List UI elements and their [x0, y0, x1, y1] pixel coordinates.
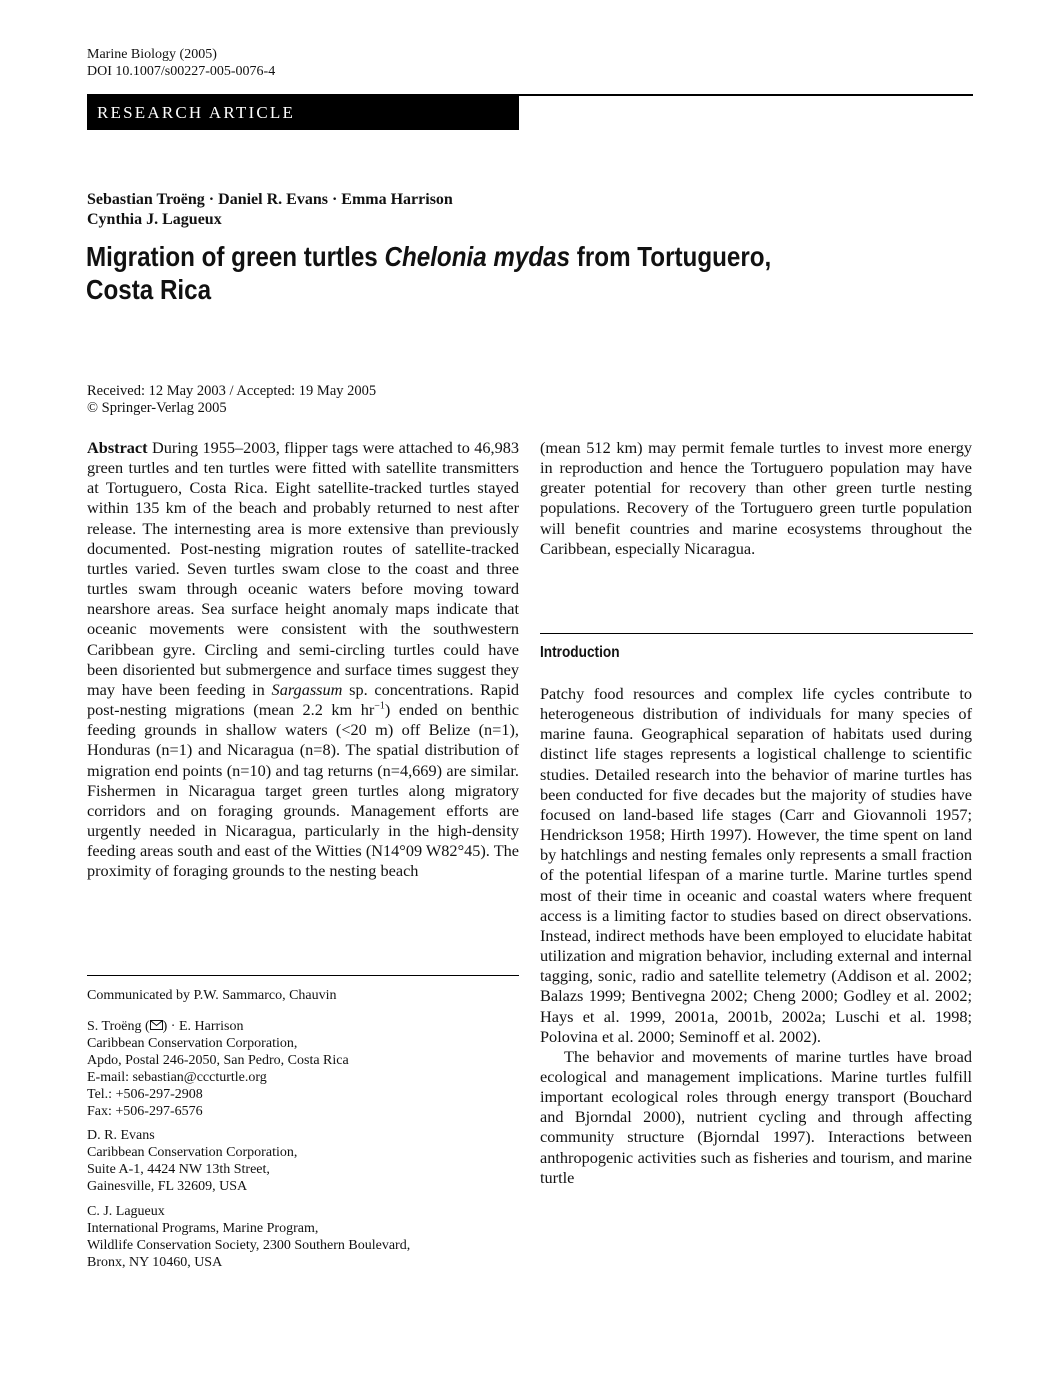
footnote-rule: [87, 975, 519, 976]
affiliation-line: Suite A-1, 4424 NW 13th Street,: [87, 1162, 270, 1177]
affiliation-troeng-names-b: ) · E. Harrison: [162, 1019, 244, 1034]
fax: Fax: +506-297-6576: [87, 1104, 203, 1119]
received-accepted: Received: 12 May 2003 / Accepted: 19 May 2005: [87, 383, 377, 399]
affiliation-line: Bronx, NY 10460, USA: [87, 1255, 223, 1270]
title-line-2: Costa Rica: [86, 274, 212, 305]
affiliation-line: Apdo, Postal 246-2050, San Pedro, Costa Rica: [87, 1053, 349, 1068]
abstract: [87, 438, 519, 881]
affiliation-troeng: [87, 1018, 349, 1120]
communicated-by: Communicated by P.W. Sammarco, Chauvin: [87, 988, 337, 1003]
affiliation-line: Caribbean Conservation Corporation,: [87, 1036, 298, 1051]
introduction-body: [540, 684, 972, 1188]
authors-line-2: Cynthia J. Lagueux: [87, 211, 222, 228]
abstract-superscript: −1: [374, 700, 385, 712]
affiliation-line: International Programs, Marine Program,: [87, 1221, 319, 1236]
journal-name: Marine Biology (2005): [87, 47, 217, 62]
abstract-text-c: ) ended on benthic feeding grounds in shallow waters (<20 m) off Belize (n=1), Honduras (n=1) and Nicaragua (n=8). The spatial distribution of migration end points (n=10) and tag returns (n=4,669) are similar. Fishermen in Nicaragua target green turtles along migratory corridors and on foraging grounds. Management efforts are urgently needed in Nicaragua, particularly in the high-density feeding areas south and east of the Witties (N14°09 W82°45). The proximity of foraging grounds to the nesting beach: [87, 700, 520, 881]
title-part-2: from Tortuguero,: [570, 241, 772, 272]
affiliation-lagueux-name: C. J. Lagueux: [87, 1204, 165, 1219]
article-title: [86, 240, 860, 306]
section-rule: [540, 633, 973, 634]
article-type-banner: RESEARCH ARTICLE: [87, 96, 519, 130]
author-list: [87, 190, 453, 230]
affiliation-line: Gainesville, FL 32609, USA: [87, 1179, 248, 1194]
abstract-text-a: During 1955–2003, flipper tags were attached to 46,983 green turtles and ten turtles were fitted with satellite transmitters at Tortuguero, Costa Rica. Eight satellite-tracked turtles stayed within 135 km of the beach and probably returned to nest after release. The internesting area is more extensive than previously documented. Post-nesting migration routes of satellite-tracked turtles varied. Seven turtles swam close to the coast and three turtles swam through oceanic waters before moving toward nearshore areas. Sea surface height anomaly maps indicate that oceanic movements were consistent with the southwestern Caribbean gyre. Circling and semi-circling turtles could have been disoriented but submergence and surface times suggest they may have been feeding in: [87, 438, 519, 699]
affiliation-evans-name: D. R. Evans: [87, 1128, 155, 1143]
introduction-paragraph-2: The behavior and movements of marine turtles have broad ecological and management implications. Marine turtles fulfill important ecological roles through energy transport (Bouchard and Bjorndal 2000), nutrient cycling and through affecting community structure (Bjorndal 1997). Interactions between anthropogenic activities such as fisheries and tourism, and marine turtle: [540, 1046, 972, 1187]
article-dates: [87, 383, 376, 417]
journal-header: [87, 46, 275, 80]
title-species: Chelonia mydas: [384, 241, 571, 272]
abstract-continued-text: (mean 512 km) may permit female turtles to invest more energy in reproduction and hence the Tortuguero population may have greater potential for recovery than other green turtle nesting populations. Recovery of the Tortuguero green turtle population will benefit countries and marine ecosystems throughout the Caribbean, especially Nicaragua.: [540, 438, 972, 558]
affiliation-line: Caribbean Conservation Corporation,: [87, 1145, 298, 1160]
envelope-icon: [150, 1020, 163, 1030]
affiliation-troeng-names-a: S. Troëng (: [87, 1019, 150, 1034]
affiliation-evans: [87, 1127, 297, 1195]
doi: DOI 10.1007/s00227-005-0076-4: [87, 64, 276, 79]
abstract-text-b: sp. concentrations. Rapid post-nesting migrations (mean 2.2 km hr: [87, 679, 519, 720]
abstract-continued: [540, 438, 972, 559]
affiliation-lagueux: [87, 1203, 410, 1271]
abstract-sargassum: Sargassum: [271, 679, 343, 699]
copyright: © Springer-Verlag 2005: [87, 400, 227, 416]
introduction-heading: Introduction: [540, 644, 620, 661]
title-part-1: Migration of green turtles: [86, 241, 385, 272]
authors-line-1: Sebastian Troëng · Daniel R. Evans · Emma Harrison: [87, 191, 453, 208]
abstract-label: Abstract: [87, 438, 148, 457]
email: E-mail: sebastian@cccturtle.org: [87, 1070, 267, 1085]
affiliation-line: Wildlife Conservation Society, 2300 Southern Boulevard,: [87, 1238, 411, 1253]
telephone: Tel.: +506-297-2908: [87, 1087, 203, 1102]
introduction-paragraph-1: Patchy food resources and complex life cycles contribute to heterogeneous distribution of individuals for many species of marine fauna. Geographical separation of habitats used during distinct life stages represents a logistical challenge to scientific studies. Detailed research into the behavior of marine turtles has been conducted for five decades but the majority of studies have focused on land-based life stages (Carr and Giovannoli 1957; Hendrickson 1958; Hirth 1997). However, the time spent on land by hatchlings and nesting females only represents a small fraction of the potential lifespan of a marine turtle. Marine turtles spend most of their time in oceanic and coastal waters where frequent access is a limiting factor to studies based on direct observations. Instead, indirect methods have been employed to elucidate habitat utilization and migration behavior, including external and internal tagging, sonic, radio and satellite telemetry (Addison et al. 2002; Balazs 1999; Bentivegna 2002; Cheng 2000; Godley et al. 2002; Hays et al. 1999, 2001a, 2001b, 2002a; Luschi et al. 1998; Polovina et al. 2000; Seminoff et al. 2002).: [540, 684, 972, 1046]
